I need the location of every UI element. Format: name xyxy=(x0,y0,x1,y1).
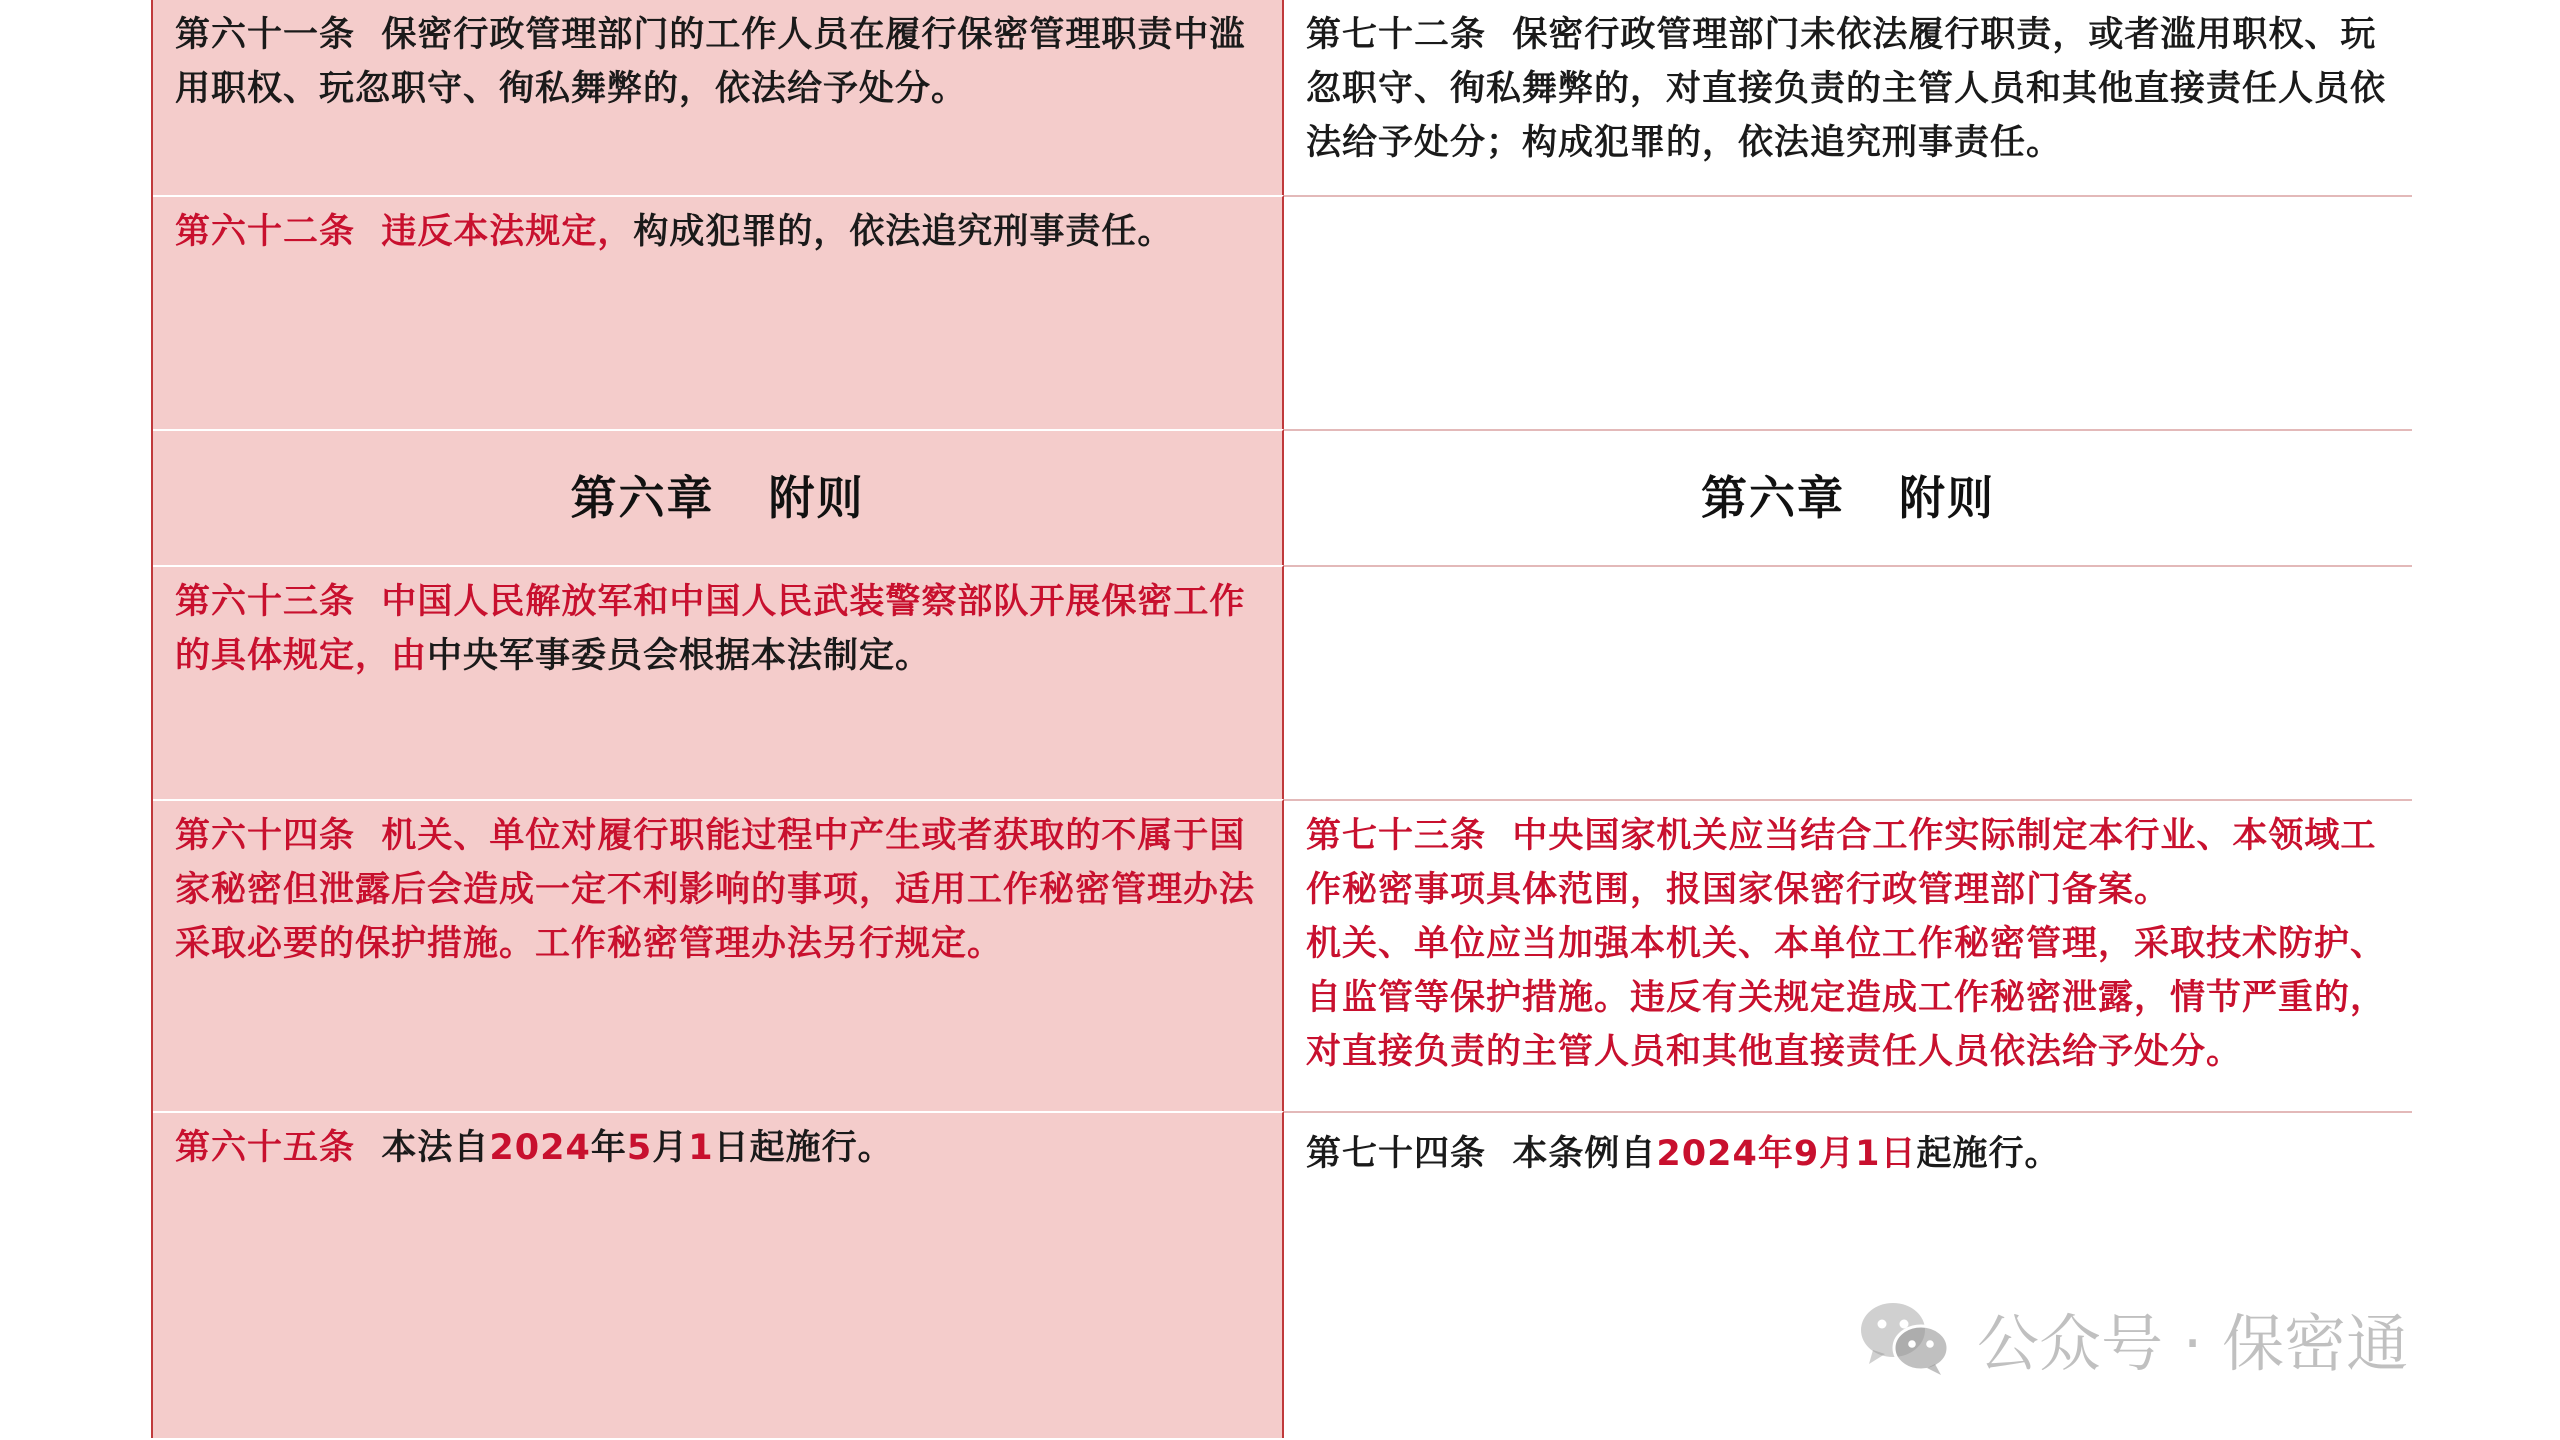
article-text: 第七十四条 本条例自2024年9月1日起施行。 xyxy=(1306,1134,2061,1174)
chapter-row xyxy=(153,429,2410,565)
right-cell-empty xyxy=(1284,195,2412,429)
right-cell xyxy=(1284,0,2412,195)
left-cell xyxy=(153,799,1284,1111)
article-text: 第七十三条 中央国家机关应当结合工作实际制定本行业、本领域工作秘密事项具体范围，报国家保密行政管理部门备案。 机关、单位应当加强本机关、本单位工作秘密管理，采取技术防护、自监管等保护措施。违反有关规定造成工作秘密泄露，情节严重的，对直接负责的主管人员和其他直接责任人员依法给予处分。 xyxy=(1306,816,2387,1072)
table-row xyxy=(153,1111,2410,1438)
chapter-heading: 第六章 附则 xyxy=(570,471,865,525)
right-cell-empty xyxy=(1284,565,2412,799)
left-cell xyxy=(153,195,1284,429)
article-text: 第六十一条 保密行政管理部门的工作人员在履行保密管理职责中滥用职权、玩忽职守、徇私舞弊的，依法给予处分。 xyxy=(175,15,1246,109)
table-row xyxy=(153,0,2410,195)
article-text: 第六十三条 中国人民解放军和中国人民武装警察部队开展保密工作的具体规定，由中央军事委员会根据本法制定。 xyxy=(175,582,1246,676)
article-text: 第七十二条 保密行政管理部门未依法履行职责，或者滥用职权、玩忽职守、徇私舞弊的，对直接负责的主管人员和其他直接责任人员依法给予处分；构成犯罪的，依法追究刑事责任。 xyxy=(1306,15,2387,163)
table-row xyxy=(153,799,2410,1111)
watermark-text: 公众号 · 保密通 xyxy=(1977,1306,2409,1380)
left-cell xyxy=(153,1111,1284,1438)
left-cell xyxy=(153,429,1284,565)
right-cell xyxy=(1284,1111,2412,1438)
article-text: 第六十二条 违反本法规定，构成犯罪的，依法追究刑事责任。 xyxy=(175,212,1174,252)
table-row xyxy=(153,195,2410,429)
left-cell xyxy=(153,565,1284,799)
article-text: 第六十四条 机关、单位对履行职能过程中产生或者获取的不属于国家秘密但泄露后会造成一定不利影响的事项，适用工作秘密管理办法采取必要的保护措施。工作秘密管理办法另行规定。 xyxy=(175,816,1256,964)
table-row xyxy=(153,565,2410,799)
watermark xyxy=(1855,1298,2408,1378)
wechat-icon xyxy=(1855,1298,1955,1378)
comparison-table xyxy=(151,0,2412,1438)
right-cell xyxy=(1284,799,2412,1111)
article-text: 第六十五条 本法自2024年5月1日起施行。 xyxy=(175,1128,894,1168)
right-cell xyxy=(1284,429,2412,565)
left-cell xyxy=(153,0,1284,195)
chapter-heading: 第六章 附则 xyxy=(1701,471,1995,525)
